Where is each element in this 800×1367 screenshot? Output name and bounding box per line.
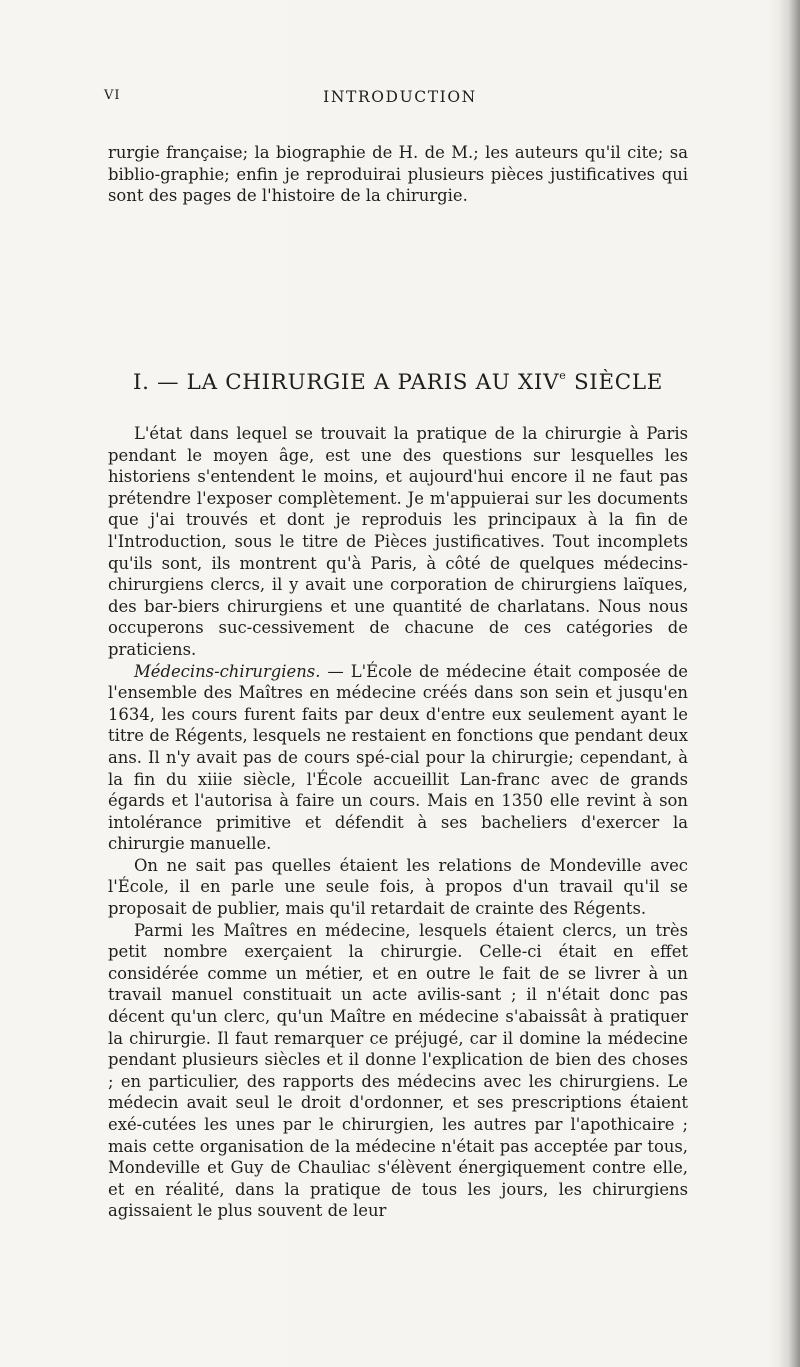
section-heading-main: I. — LA CHIRURGIE A PARIS AU XIV bbox=[132, 370, 560, 395]
main-text-block bbox=[108, 423, 688, 1222]
intro-paragraph: rurgie française; la biographie de H. de M.; les auteurs qu'il cite; sa biblio-graphie; enfin je reproduirai plusieurs pièces justificatives qui sont des pages de l'histoire de la chirurgie. bbox=[108, 143, 688, 206]
paragraph-lead-heading: Médecins-chirurgiens. bbox=[134, 661, 321, 681]
paragraph-mondeville-relations: On ne sait pas quelles étaient les relations de Mondeville avec l'École, il en parle une seule fois, à propos d'un travail qu'il se proposait de publier, mais qu'il retardait de crainte des Régents. bbox=[108, 855, 688, 919]
section-heading-superscript: e bbox=[559, 369, 567, 382]
section-heading bbox=[108, 370, 688, 395]
running-head bbox=[0, 88, 800, 110]
paragraph-physician-surgeons bbox=[108, 661, 688, 855]
page-edge-shadow bbox=[778, 0, 800, 1367]
section-heading-end: SIÈCLE bbox=[566, 370, 664, 395]
paragraph-physician-surgeons-text: — L'École de médecine était composée de l'ensemble des Maîtres en médecine créés dans son sein et jusqu'en 1634, les cours furent faits par deux d'entre eux seulement ayant le titre de Régents, lesquels ne restaient en fonctions que pendant deux ans. Il n'y avait pas de cours spé-cial pour la chirurgie; cependant, à la fin du xiiie siècle, l'École accueillit Lan-franc avec de grands égards et l'autorisa à faire un cours. Mais en 1350 elle revint à son intolérance primitive et défendit à ses bacheliers d'exercer la chirurgie manuelle. bbox=[108, 661, 688, 854]
paragraph-state-of-surgery: L'état dans lequel se trouvait la pratique de la chirurgie à Paris pendant le moyen âge, est une des questions sur lesquelles les historiens s'entendent le moins, et aujourd'hui encore il ne faut pas prétendre l'exposer complètement. Je m'appuierai sur les documents que j'ai trouvés et dont je reproduis les principaux à la fin de l'Introduction, sous le titre de Pièces justificatives. Tout incomplets qu'ils sont, ils montrent qu'à Paris, à côté de quelques médecins-chirurgiens clercs, il y avait une corporation de chirurgiens laïques, des bar-biers chirurgiens et une quantité de charlatans. Nous nous occuperons suc-cessivement de chacune de ces catégories de praticiens. bbox=[108, 424, 688, 659]
paragraph-masters-in-medicine: Parmi les Maîtres en médecine, lesquels étaient clercs, un très petit nombre exerçaient la chirurgie. Celle-ci était en effet considérée comme un métier, et en outre le fait de se livrer à un travail manuel constituait un acte avilis-sant ; il n'était donc pas décent qu'un clerc, qu'un Maître en médecine s'abaissât à pratiquer la chirurgie. Il faut remarquer ce préjugé, car il domine la médecine pendant plusieurs siècles et il donne l'explication de bien des choses ; en particulier, des rapports des médecins avec les chirurgiens. Le médecin avait seul le droit d'ordonner, et ses prescriptions étaient exé-cutées les unes par le chirurgien, les autres par l'apothicaire ; mais cette organisation de la médecine n'était pas acceptée par tous, Mondeville et Guy de Chauliac s'élèvent énergiquement contre elle, et en réalité, dans la pratique de tous les jours, les chirurgiens agissaient le plus souvent de leur bbox=[108, 920, 688, 1221]
page-number: VI bbox=[104, 88, 121, 103]
running-title: INTRODUCTION bbox=[323, 88, 477, 106]
intro-text-block bbox=[108, 142, 688, 207]
